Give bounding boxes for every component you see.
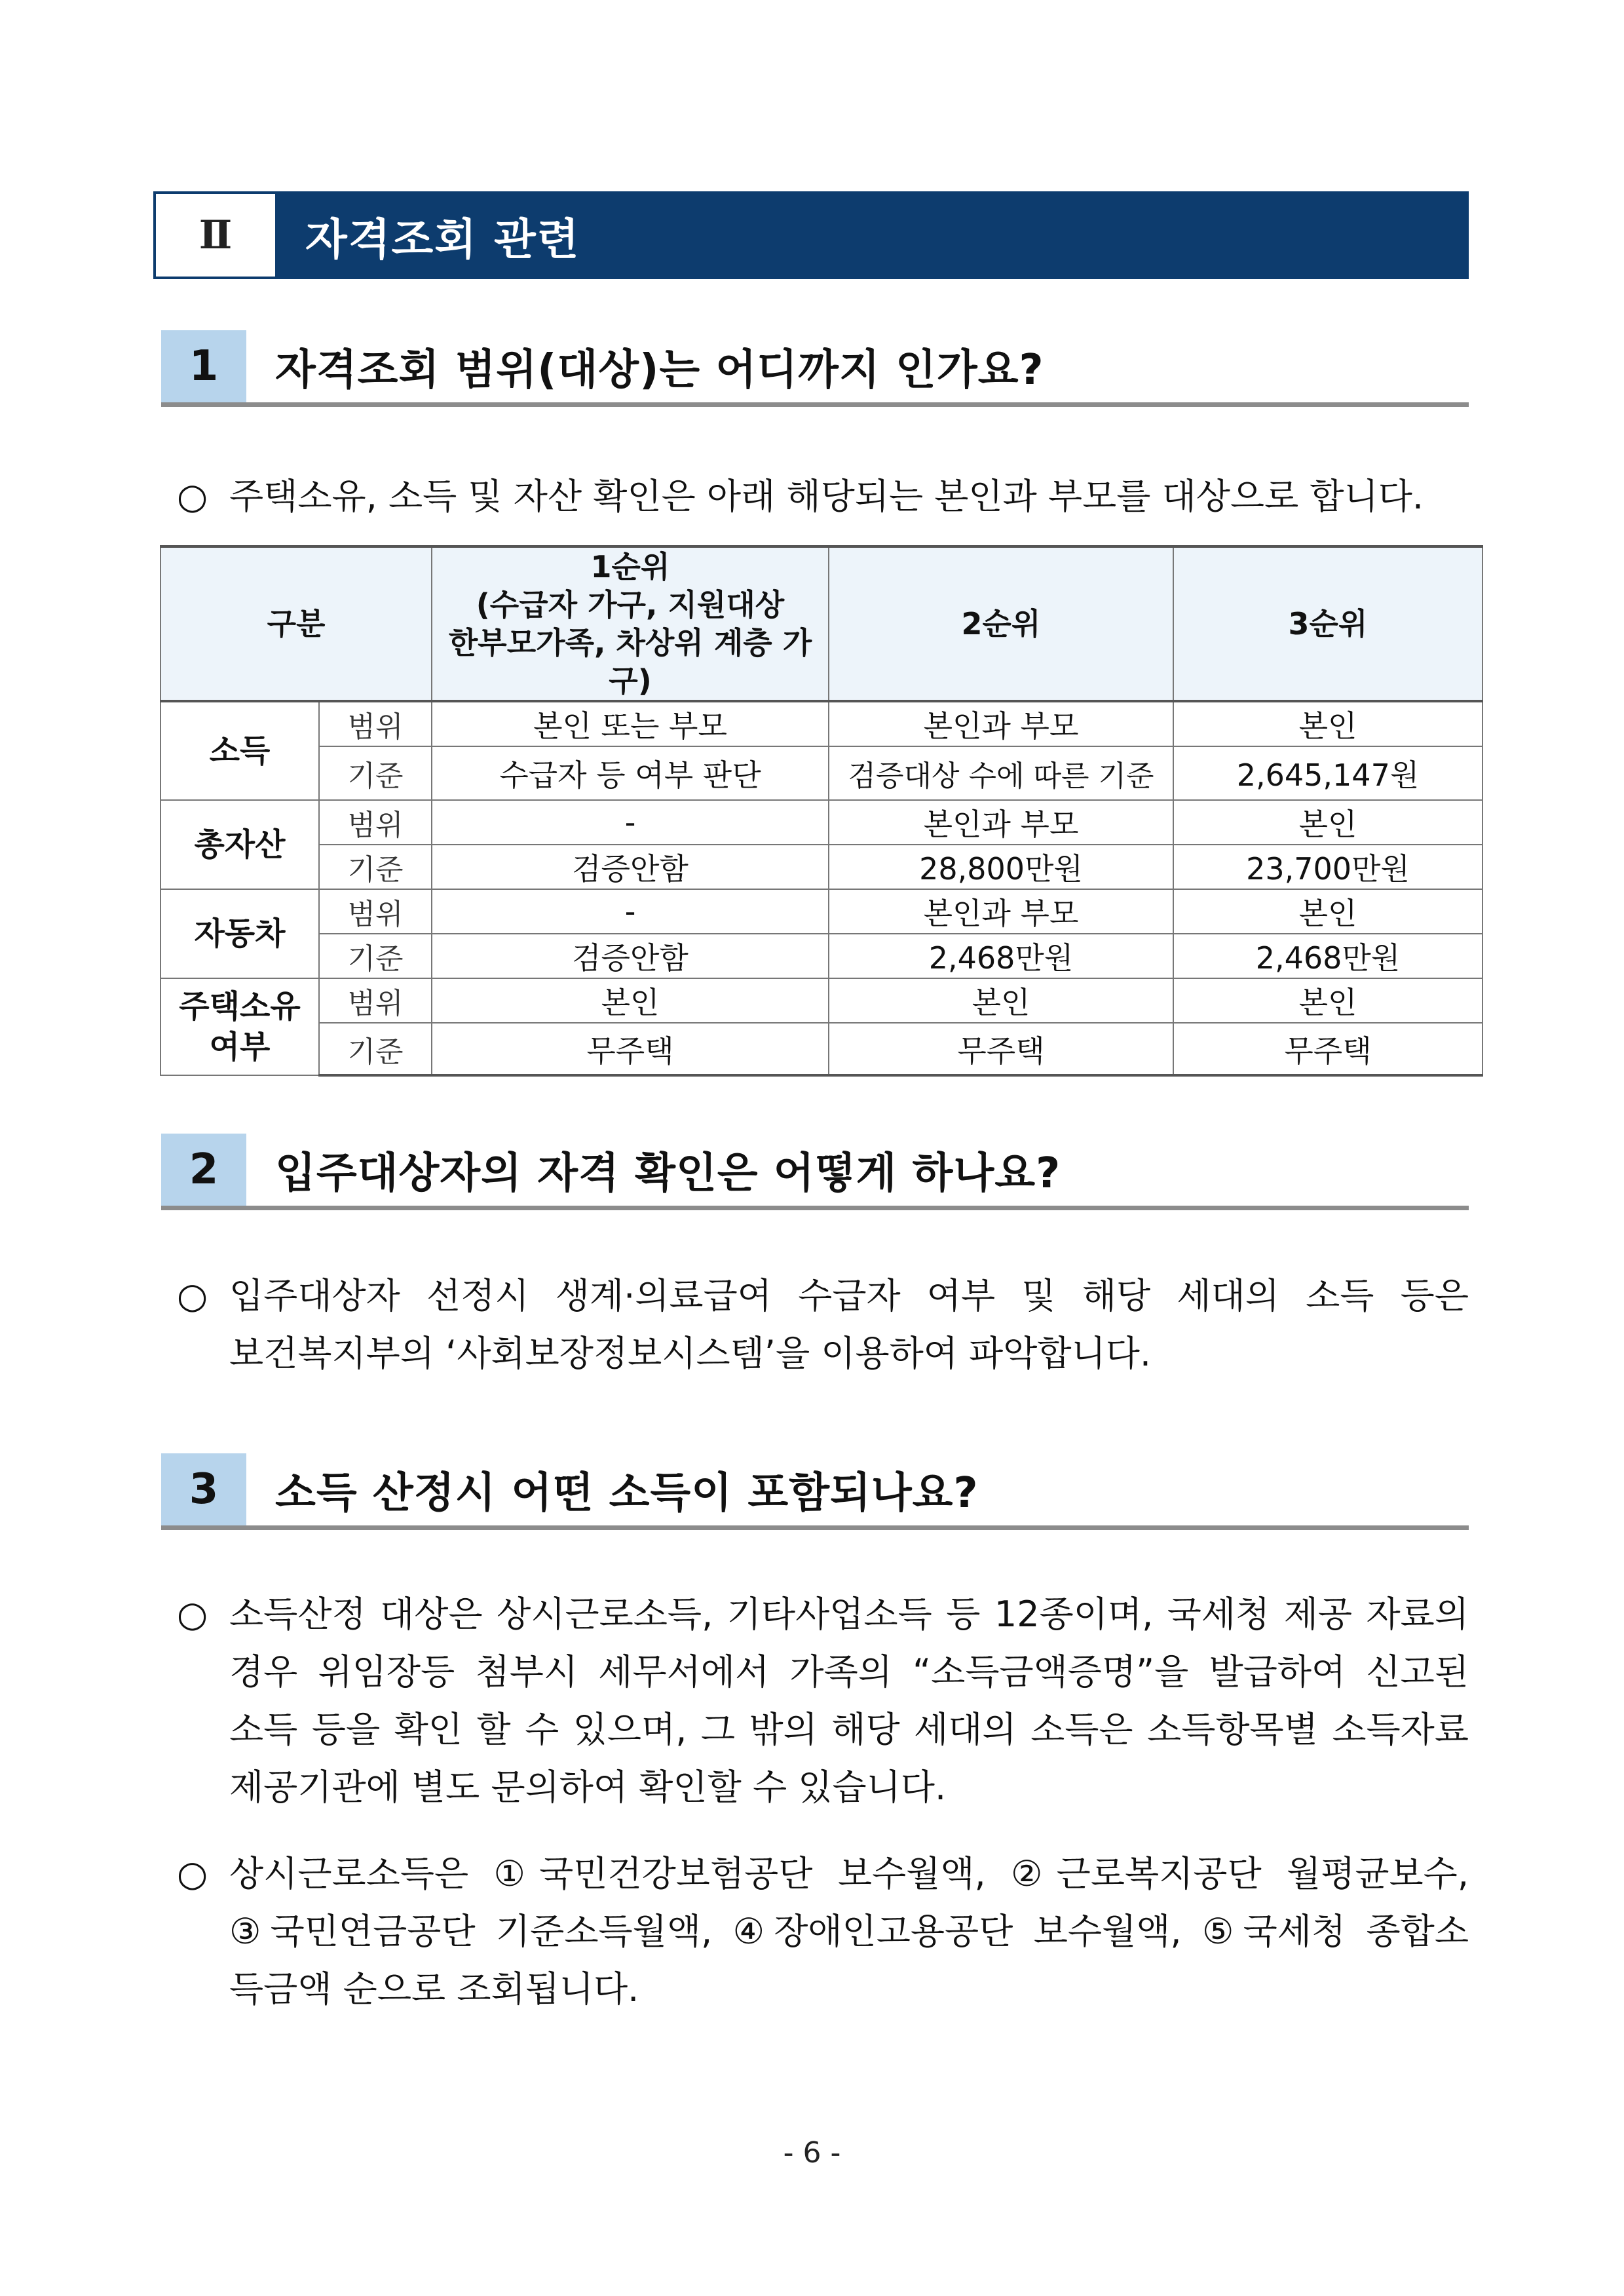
section-1-header xyxy=(161,330,1469,407)
header-rank-1 xyxy=(432,546,829,701)
chapter-number: Ⅱ xyxy=(156,194,275,277)
row-kind: 범위 xyxy=(319,889,432,934)
cell-rank-3: 무주택 xyxy=(1173,1023,1482,1075)
chapter-title: 자격조회 관련 xyxy=(305,214,580,265)
table-row xyxy=(161,889,1482,934)
bullet-line: 득금액 순으로 조회됩니다. xyxy=(229,1968,639,2010)
section-title: 자격조회 범위(대상)는 어디까지 인가요? xyxy=(275,346,1044,394)
section-number: 2 xyxy=(161,1134,246,1206)
cell-rank-2: 본인과 부모 xyxy=(829,889,1173,934)
bullet-text: 주택소유, 소득 및 자산 확인은 아래 해당되는 본인과 부모를 대상으로 합니다. xyxy=(229,476,1424,517)
cell-rank-1: 검증안함 xyxy=(432,934,829,978)
bullet-mark: ○ xyxy=(177,1853,208,1894)
page-number: - 6 - xyxy=(783,2136,841,2170)
section-title: 소득 산정시 어떤 소득이 포함되나요? xyxy=(275,1469,979,1518)
bullet-line: 보건복지부의 ‘사회보장정보시스템’을 이용하여 파악합니다. xyxy=(229,1333,1152,1374)
row-kind: 범위 xyxy=(319,701,432,746)
header-rank-2: 2순위 xyxy=(829,546,1173,701)
table-row xyxy=(161,978,1482,1023)
cell-rank-3: 2,645,147원 xyxy=(1173,746,1482,800)
table-row xyxy=(161,746,1482,800)
qualification-table xyxy=(160,545,1483,1077)
cell-rank-2: 검증대상 수에 따른 기준 xyxy=(829,746,1173,800)
bullet-line: 제공기관에 별도 문의하여 확인할 수 있습니다. xyxy=(229,1767,947,1808)
bullet-mark: ○ xyxy=(177,1594,208,1635)
section-3-bullet-1 xyxy=(177,1586,1469,1816)
bullet-line: 상시근로소득은 ①국민건강보험공단 보수월액, ②근로복지공단 월평균보수, xyxy=(229,1853,1469,1894)
header-category: 구분 xyxy=(161,546,432,701)
cell-rank-1: 수급자 등 여부 판단 xyxy=(432,746,829,800)
section-title: 입주대상자의 자격 확인은 어떻게 하나요? xyxy=(275,1149,1061,1198)
section-3-bullet-2 xyxy=(177,1845,1469,2018)
bullet-line: 소득산정 대상은 상시근로소득, 기타사업소득 등 12종이며, 국세청 제공 자료의 xyxy=(229,1594,1469,1635)
category-vehicle: 자동차 xyxy=(161,889,319,978)
category-total-assets: 총자산 xyxy=(161,800,319,889)
header-rank-1-title: 1순위 xyxy=(590,549,670,584)
row-kind: 기준 xyxy=(319,1023,432,1075)
row-kind: 기준 xyxy=(319,934,432,978)
table-row xyxy=(161,701,1482,746)
row-kind: 범위 xyxy=(319,978,432,1023)
cell-rank-2: 본인과 부모 xyxy=(829,800,1173,845)
category-line1: 주택소유 xyxy=(179,988,301,1025)
chapter-header xyxy=(153,191,1469,279)
cell-rank-2: 28,800만원 xyxy=(829,845,1173,889)
bullet-line: 입주대상자 선정시 생계·의료급여 수급자 여부 및 해당 세대의 소득 등은 xyxy=(229,1275,1469,1316)
section-number: 1 xyxy=(161,330,246,402)
cell-rank-1: 검증안함 xyxy=(432,845,829,889)
row-kind: 기준 xyxy=(319,746,432,800)
cell-rank-3: 본인 xyxy=(1173,978,1482,1023)
bullet-line: 소득 등을 확인 할 수 있으며, 그 밖의 해당 세대의 소득은 소득항목별 소득자료 xyxy=(229,1709,1469,1750)
header-rank-1-note-line1: (수급자 가구, 지원대상 xyxy=(476,587,785,622)
bullet-text xyxy=(229,1845,1469,2018)
section-number: 3 xyxy=(161,1453,246,1525)
section-2-bullet xyxy=(177,1267,1469,1383)
bullet-text xyxy=(229,1267,1469,1383)
cell-rank-2: 무주택 xyxy=(829,1023,1173,1075)
section-1-bullet xyxy=(177,468,1469,526)
cell-rank-2: 본인과 부모 xyxy=(829,701,1173,746)
table-row xyxy=(161,1023,1482,1075)
cell-rank-3: 2,468만원 xyxy=(1173,934,1482,978)
cell-rank-3: 본인 xyxy=(1173,889,1482,934)
category-line2: 여부 xyxy=(209,1029,271,1065)
table-row xyxy=(161,934,1482,978)
table-row xyxy=(161,845,1482,889)
bullet-line: ③국민연금공단 기준소득월액, ④장애인고용공단 보수월액, ⑤국세청 종합소 xyxy=(229,1911,1469,1952)
section-3-header xyxy=(161,1453,1469,1530)
bullet-text xyxy=(229,1586,1469,1816)
table-row xyxy=(161,800,1482,845)
header-rank-3: 3순위 xyxy=(1173,546,1482,701)
cell-rank-1: 본인 또는 부모 xyxy=(432,701,829,746)
bullet-line: 경우 위임장등 첨부시 세무서에서 가족의 “소득금액증명”을 발급하여 신고된 xyxy=(229,1651,1469,1693)
cell-rank-2: 본인 xyxy=(829,978,1173,1023)
table-header-row xyxy=(161,546,1482,701)
section-2-header xyxy=(161,1134,1469,1210)
row-kind: 범위 xyxy=(319,800,432,845)
category-income: 소득 xyxy=(161,701,319,800)
row-kind: 기준 xyxy=(319,845,432,889)
cell-rank-2: 2,468만원 xyxy=(829,934,1173,978)
bullet-mark: ○ xyxy=(177,476,208,517)
header-rank-1-note-line2: 한부모가족, 차상위 계층 가구) xyxy=(448,625,812,698)
cell-rank-1: - xyxy=(432,889,829,934)
category-home-ownership xyxy=(161,978,319,1075)
bullet-mark: ○ xyxy=(177,1275,208,1316)
cell-rank-1: 본인 xyxy=(432,978,829,1023)
cell-rank-1: 무주택 xyxy=(432,1023,829,1075)
cell-rank-3: 23,700만원 xyxy=(1173,845,1482,889)
cell-rank-1: - xyxy=(432,800,829,845)
cell-rank-3: 본인 xyxy=(1173,800,1482,845)
cell-rank-3: 본인 xyxy=(1173,701,1482,746)
